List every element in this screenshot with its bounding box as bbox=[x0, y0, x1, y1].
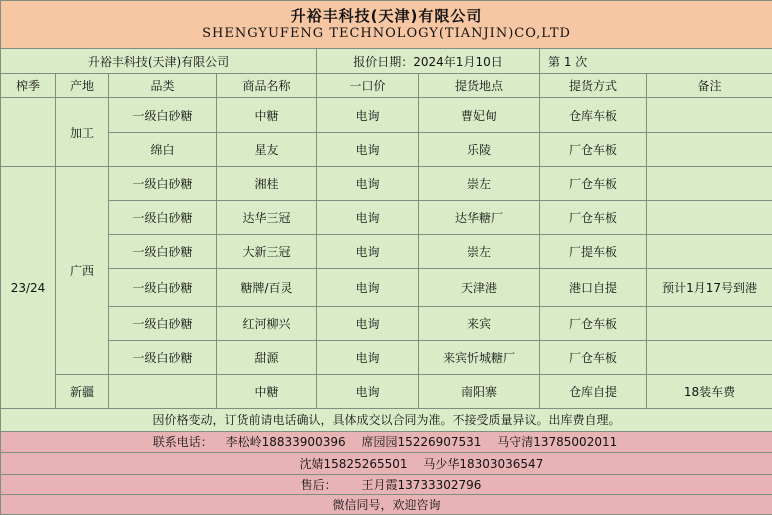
origin-cell: 新疆 bbox=[56, 374, 109, 408]
subheader-company: 升裕丰科技(天津)有限公司 bbox=[1, 49, 317, 74]
company-title-en: SHENGYUFENG TECHNOLOGY(TIANJIN)CO,LTD bbox=[202, 25, 571, 41]
company-title-cn: 升裕丰科技(天津)有限公司 bbox=[290, 6, 483, 25]
category-cell: 绵白 bbox=[109, 133, 217, 167]
origin-cell: 加工 bbox=[56, 98, 109, 167]
remark-cell: 18装车费 bbox=[647, 374, 772, 408]
footer-note: 微信同号，欢迎咨询 bbox=[1, 494, 772, 514]
price-cell: 电询 bbox=[317, 167, 419, 201]
category-cell bbox=[109, 374, 217, 408]
price-cell: 电询 bbox=[317, 133, 419, 167]
phone-contact: 李松岭18833900396 bbox=[225, 435, 346, 450]
phone-label: 联系电话： bbox=[152, 435, 213, 450]
category-cell: 一级白砂糖 bbox=[109, 98, 217, 133]
price-cell: 电询 bbox=[317, 201, 419, 235]
remark-cell bbox=[647, 201, 772, 235]
price-cell: 电询 bbox=[317, 235, 419, 269]
product-cell: 中糖 bbox=[217, 98, 317, 133]
aftersales-line bbox=[1, 474, 772, 494]
price-cell: 电询 bbox=[317, 340, 419, 374]
col-header-category: 品类 bbox=[109, 74, 217, 98]
remark-cell bbox=[647, 133, 772, 167]
location-cell: 达华糖厂 bbox=[419, 201, 540, 235]
table-row bbox=[1, 133, 772, 167]
category-cell: 一级白砂糖 bbox=[109, 167, 217, 201]
product-cell: 大新三冠 bbox=[217, 235, 317, 269]
category-cell: 一级白砂糖 bbox=[109, 201, 217, 235]
remark-cell bbox=[647, 167, 772, 201]
aftersales-contact: 王月霞13733302796 bbox=[361, 477, 482, 492]
method-cell: 厂仓车板 bbox=[540, 201, 647, 235]
location-cell: 来宾忻城糖厂 bbox=[419, 340, 540, 374]
price-cell: 电询 bbox=[317, 98, 419, 133]
table-row bbox=[1, 235, 772, 269]
remark-cell bbox=[647, 340, 772, 374]
location-cell: 天津港 bbox=[419, 269, 540, 306]
product-cell: 湘桂 bbox=[217, 167, 317, 201]
method-cell: 厂仓车板 bbox=[540, 133, 647, 167]
table-row bbox=[1, 167, 772, 201]
category-cell: 一级白砂糖 bbox=[109, 306, 217, 340]
col-header-method: 提货方式 bbox=[540, 74, 647, 98]
col-header-season: 榨季 bbox=[1, 74, 56, 98]
location-cell: 来宾 bbox=[419, 306, 540, 340]
title-cell bbox=[1, 1, 772, 49]
phone-contact: 马少华18303036547 bbox=[423, 456, 544, 471]
product-cell: 糖牌/百灵 bbox=[217, 269, 317, 306]
product-cell: 甜源 bbox=[217, 340, 317, 374]
contact-line-1 bbox=[1, 431, 772, 452]
table-row bbox=[1, 98, 772, 133]
location-cell: 南阳寨 bbox=[419, 374, 540, 408]
product-cell: 达华三冠 bbox=[217, 201, 317, 235]
method-cell: 仓库车板 bbox=[540, 98, 647, 133]
method-cell: 厂仓车板 bbox=[540, 167, 647, 201]
col-header-remark: 备注 bbox=[647, 74, 772, 98]
method-cell: 港口自提 bbox=[540, 269, 647, 306]
method-cell: 厂提车板 bbox=[540, 235, 647, 269]
col-header-product: 商品名称 bbox=[217, 74, 317, 98]
product-cell: 星友 bbox=[217, 133, 317, 167]
location-cell: 乐陵 bbox=[419, 133, 540, 167]
contact-line-2 bbox=[1, 452, 772, 474]
table-row bbox=[1, 306, 772, 340]
origin-cell: 广西 bbox=[56, 167, 109, 374]
phone-contact: 席园园15226907531 bbox=[361, 435, 482, 450]
price-cell: 电询 bbox=[317, 374, 419, 408]
method-cell: 仓库自提 bbox=[540, 374, 647, 408]
table-row bbox=[1, 269, 772, 306]
method-cell: 厂仓车板 bbox=[540, 340, 647, 374]
issue-number: 第 1 次 bbox=[540, 49, 772, 74]
phone-contact: 沈婧15825265501 bbox=[299, 456, 408, 471]
table-row bbox=[1, 374, 772, 408]
quote-date: 报价日期：2024年1月10日 bbox=[317, 49, 540, 74]
method-cell: 厂仓车板 bbox=[540, 306, 647, 340]
price-cell: 电询 bbox=[317, 269, 419, 306]
table-row bbox=[1, 201, 772, 235]
phone-contact: 马守清13785002011 bbox=[497, 435, 618, 450]
table-row bbox=[1, 340, 772, 374]
aftersales-label: 售后： bbox=[300, 477, 337, 492]
price-cell: 电询 bbox=[317, 306, 419, 340]
product-cell: 中糖 bbox=[217, 374, 317, 408]
remark-cell: 预计1月17号到港 bbox=[647, 269, 772, 306]
location-cell: 崇左 bbox=[419, 235, 540, 269]
terms-note: 因价格变动，订货前请电话确认，具体成交以合同为准。不接受质量异议。出库费自理。 bbox=[1, 408, 772, 431]
location-cell: 曹妃甸 bbox=[419, 98, 540, 133]
season-empty bbox=[1, 98, 56, 167]
season-cell: 23/24 bbox=[1, 167, 56, 408]
remark-cell bbox=[647, 306, 772, 340]
remark-cell bbox=[647, 98, 772, 133]
category-cell: 一级白砂糖 bbox=[109, 235, 217, 269]
remark-cell bbox=[647, 235, 772, 269]
location-cell: 崇左 bbox=[419, 167, 540, 201]
category-cell: 一级白砂糖 bbox=[109, 340, 217, 374]
col-header-location: 提货地点 bbox=[419, 74, 540, 98]
col-header-origin: 产地 bbox=[56, 74, 109, 98]
product-cell: 红河柳兴 bbox=[217, 306, 317, 340]
category-cell: 一级白砂糖 bbox=[109, 269, 217, 306]
col-header-price: 一口价 bbox=[317, 74, 419, 98]
